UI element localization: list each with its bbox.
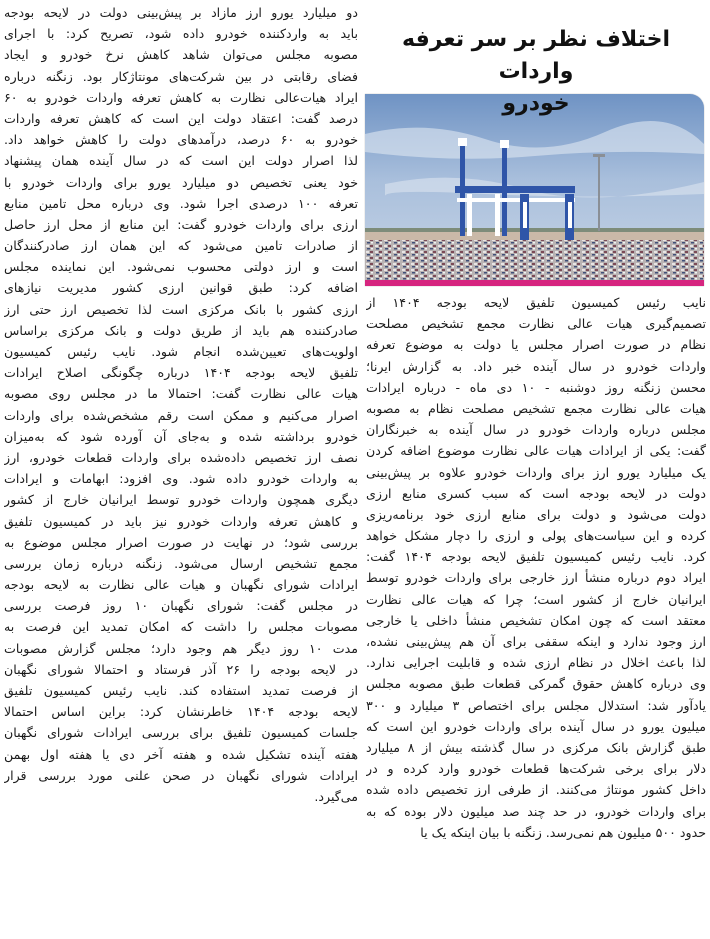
article-text-line: هفته آینده تشکیل شده و هفته آخر دی یا هفته اول بهمن	[4, 746, 358, 762]
article-text-line: نایب رئیس کمیسیون تلفیق لایحه بودجه ۱۴۰۴ از	[366, 295, 706, 310]
article-text-line: تعرفه ۱۰۰ درصدی اجرا شود. وی درباره محل تامین منابع	[4, 195, 358, 211]
article-text-line: ارزی کشور با بانک مرکزی است لذا تخصیص ارز حتی ارز	[4, 301, 358, 317]
article-text-line: مصوبه مجلس می‌توان شاهد کاهش نرخ خودرو و ایجاد	[4, 47, 358, 63]
article-headline	[362, 24, 710, 120]
article-text-line: دیگری همچون واردات خودرو توسط ایرانیان خارج از کشور	[4, 492, 358, 508]
article-text-line: از صادرات تامین می‌شود که این همان ارز صادرکنندگان	[4, 238, 358, 254]
article-text-line: درصد گفت: اعتقاد دولت این است که کاهش تعرفه واردات	[4, 110, 358, 126]
port-cranes-and-imported-cars-icon	[365, 94, 704, 286]
article-text-line: نظام در صورت اصرار مجلس یا دولت به موضوع تعرفه	[366, 337, 706, 353]
article-text-line: اولویت‌های تعیین‌شده انجام شود. نایب رئیس کمیسیون	[4, 344, 358, 359]
article-text-line: مجلس درباره واردات خودرو در سال آینده به خبرنگاران	[366, 422, 706, 438]
article-text-line: دو میلیارد یورو ارز مازاد بر پیش‌بینی دولت در لایحه بودجه	[4, 5, 358, 20]
article-text-line: اصرار می‌کنیم و ممکن است رقم مشخص‌شده برای واردات	[4, 407, 358, 423]
article-text-line: واردات خودرو در سال آینده خبر داد. به گزارش ایرنا؛	[366, 358, 706, 374]
article-photo	[365, 94, 704, 286]
article-text-line: هیات عالی نظارت گفت: احتمالا ما در مجلس روی مصوبه	[4, 386, 358, 402]
headline-line: خودرو	[502, 91, 570, 116]
article-text-line: داخل کشور مونتاژ می‌کنند. از طرفی ارز تخصیص داده شده	[366, 782, 706, 798]
article-text-line: فضای رقابتی در بین شرکت‌های مونتاژکار بود. زنگنه درباره	[4, 68, 358, 84]
headline-line: اختلاف نظر بر سر تعرفه واردات	[401, 27, 671, 84]
article-text-line: مصوبات مجلس را داشت که امکان تمدید این فرصت به	[4, 619, 358, 635]
article-text-line: تصمیم‌گیری هیات عالی نظارت مجمع تشخیص مصلحت	[366, 316, 706, 332]
article-text-line: برای واردات خودرو، در حد چند صد میلیون دلار بوده که به	[366, 803, 706, 819]
article-text-line: طبق گزارش بانک مرکزی در سال گذشته بیش از ۸ میلیارد	[366, 739, 706, 755]
article-text-line: لذا باعث اخلال در نظام ارزی شده و قابلیت اجرایی ندارد.	[366, 655, 706, 671]
article-text-line: معتقد است که چون امکان تشخیص منشأ داخلی یا خارجی	[366, 612, 706, 628]
article-text-line: لایحه بودجه ۱۴۰۴ خاطرنشان کرد: براین اساس احتمالا	[4, 704, 358, 720]
article-text-line: هیات عالی نظارت مجمع تشخیص مصلحت نظام به مصوبه	[366, 400, 706, 416]
article-text-line: بررسی شود؛ در نهایت در صورت اصرار مجلس موضوع به	[4, 534, 358, 550]
article-text-line: دولت در لایحه بودجه است که سبب کسری منابع ارزی	[366, 485, 706, 501]
article-text-line: باید به واردکننده خودرو داده شود، تصریح کرد: با اجرای	[4, 26, 358, 42]
article-text-line: تلفیق لایحه بودجه ۱۴۰۴ درباره چگونگی اصلاح ایرادات	[4, 365, 358, 381]
article-text-line: صادرکننده هم باید از طریق دولت و بانک مرکزی براساس	[4, 322, 358, 338]
article-text-line: ایرادات شورای نگهبان و هیات عالی نظارت به لایحه بودجه	[4, 577, 358, 593]
article-text-line: در لایحه بودجه را ۲۶ آذر فرستاد و احتمالا شورای نگهبان	[4, 661, 358, 677]
article-text-line: ایرانیان خارج از کشور است؛ چرا که هیات عالی نظارت	[366, 591, 706, 607]
article-text-line: حدود ۵۰۰ میلیون هم نمی‌رسد. زنگنه با بیان اینکه یک یا	[420, 824, 706, 840]
article-text-line: یک میلیارد یورو ارز برای واردات خودرو علاوه بر پیش‌بینی	[366, 464, 706, 480]
article-text-line: خودرو برداشته شده و به‌جای آن آورده شود که به‌میزان	[4, 428, 358, 444]
article-text-line: خودرو به ۶۰ درصد، درآمدهای دولت را کاهش خواهد داد.	[4, 132, 358, 148]
article-text-line: از فرصت تمدید استفاده کند. نایب رئیس کمیسیون تلفیق	[4, 683, 358, 698]
article-text-line: دلار برای برخی شرکت‌ها قطعات خودرو وارد کرده و در	[366, 761, 706, 777]
article-text-line: نصف ارز تخصیص داده‌شده برای واردات قطعات خودرو، ارز	[4, 449, 358, 465]
article-text-line: لذا اصرار دولت این است که در سال آینده همان پیشنهاد	[4, 153, 358, 169]
article-text-line: ایراد هیات‌عالی نظارت به کاهش تعرفه واردات خودرو به ۶۰	[4, 89, 358, 105]
article-text-line: ارز وجود ندارد و اینکه سقفی برای آن هم پیش‌بینی نشده،	[366, 634, 706, 649]
article-text-line: در مجلس گفت: شورای نگهبان ۱۰ روز فرصت بررسی	[4, 598, 358, 614]
article-text-line: مجمع تشخیص ارسال می‌شود. زنگنه درباره زمان بررسی	[4, 555, 358, 571]
article-text-line: جلسات کمیسیون تلفیق برای بررسی ایرادات شورای نگهبان	[4, 725, 358, 741]
article-text-line: است و ارز دولتی محسوب نمی‌شود. این نماینده مجلس	[4, 259, 358, 275]
article-text-line: ایراد دوم درباره منشأ ارز خارجی برای واردات خودرو توسط	[366, 570, 706, 586]
article-text-line: محسن زنگنه روز دوشنبه - ۱۰ دی ماه - درباره ایرادات	[366, 379, 706, 395]
article-body-right-column	[366, 292, 706, 843]
article-text-line: گفت: یکی از ایرادات هیات عالی نظارت موضوع اضافه کردن	[366, 443, 706, 459]
article-text-line: خود یعنی تخصیص دو میلیارد یورو برای واردات خودرو با	[4, 174, 358, 190]
article-text-line: اضافه کرد: طبق قوانین ارزی کشور مدیریت نیازهای	[4, 280, 358, 296]
article-text-line: کرده و این سیاست‌های پولی و ارزی را دچار مشکل خواهد	[366, 528, 706, 544]
article-text-line: کرد. نایب رئیس کمیسیون تلفیق لایحه بودجه ۱۴۰۴ گفت:	[366, 549, 706, 565]
article-text-line: وی درباره کاهش حقوق گمرکی قطعات طبق مصوبه مجلس	[366, 676, 706, 692]
article-text-line: ایرادات شورای نگهبان در صحن علنی مورد بررسی قرار	[4, 767, 358, 783]
article-text-line: میلیون یورو در سال آینده برای واردات خودرو این است که	[366, 718, 706, 734]
article-text-line: مدت ۱۰ روز دیگر هم وجود دارد؛ مجلس گزارش مصوبات	[4, 640, 358, 656]
article-text-line: دولت می‌شود و دولت برای منابع ارزی خود برنامه‌ریزی	[366, 506, 706, 522]
article-text-line: به واردات خودرو داده شود. وی افزود: ابهامات و ایرادات	[4, 471, 358, 487]
article-text-line: ارزی برای واردات خودرو گفت: این منابع از محل ارز حاصل	[4, 216, 358, 232]
article-body-left-column	[4, 2, 358, 807]
article-text-line: و کاهش تعرفه واردات خودرو نیز باید در کمیسیون تلفیق	[4, 513, 358, 529]
article-text-line: یادآور شد: استدلال مجلس برای اختصاص ۳ میلیارد و ۳۰۰	[366, 697, 706, 713]
article-text-line: می‌گیرد.	[314, 788, 358, 804]
